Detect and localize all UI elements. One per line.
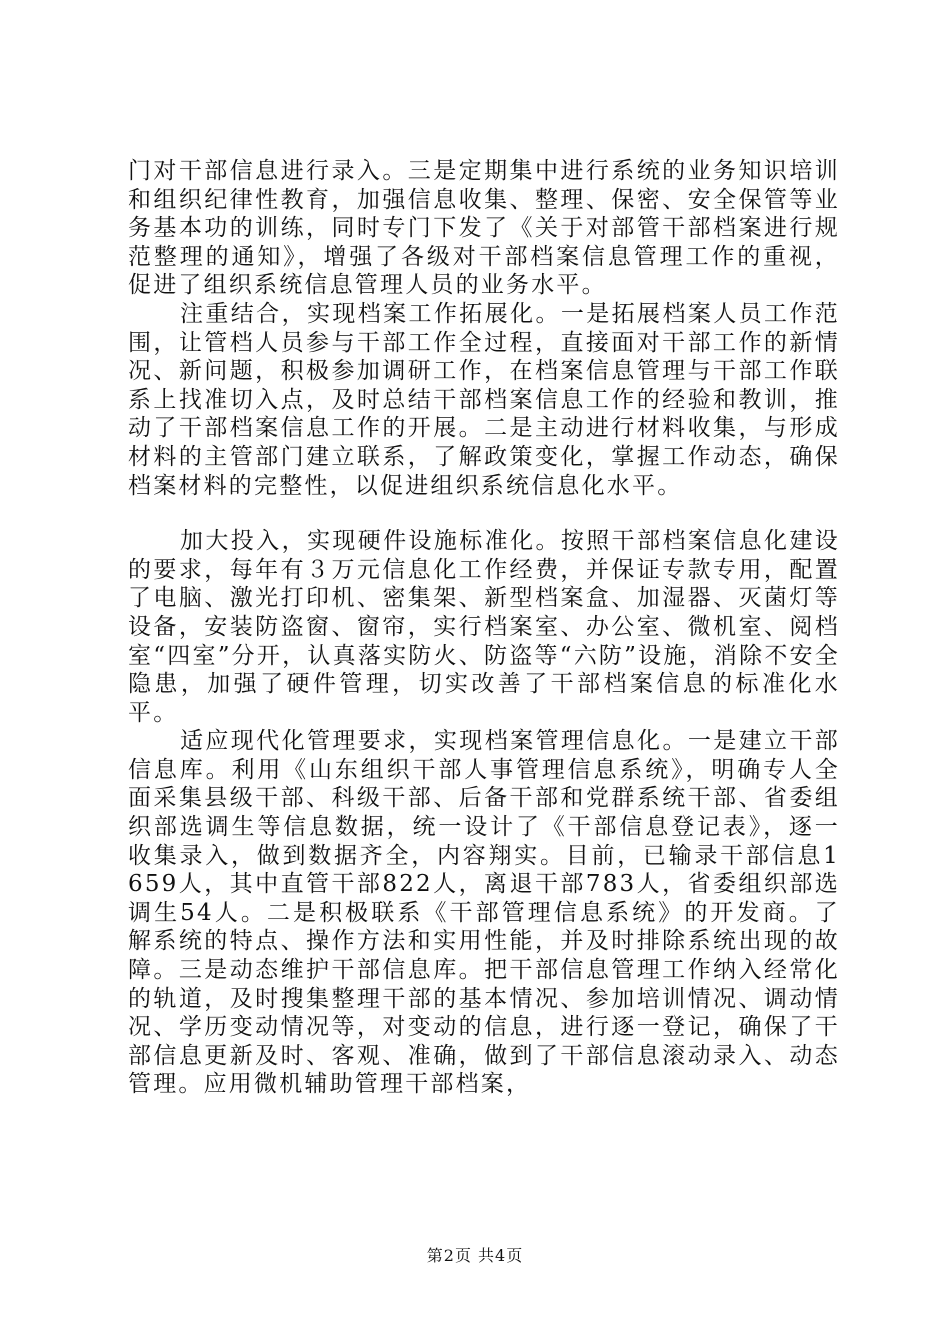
document-body xyxy=(128,157,840,1099)
paragraph-training: 门对干部信息进行录入。三是定期集中进行系统的业务知识培训和组织纪律性教育，加强信息收集、整理、保密、安全保管等业务基本功的训练，同时专门下发了《关于对部管干部档案进行规范整理的通知》，增强了各级对干部档案信息管理工作的重视，促进了组织系统信息管理人员的业务水平。 xyxy=(128,158,840,299)
page-footer: 第2页 共4页 xyxy=(426,1246,524,1265)
paragraph-informatization: 适应现代化管理要求，实现档案管理信息化。一是建立干部信息库。利用《山东组织干部人事管理信息系统》，明确专人全面采集县级干部、科级干部、后备干部和党群系统干部、省委组织部选调生等信息数据，统一设计了《干部信息登记表》，逐一收集录入，做到数据齐全，内容翔实。目前，已输录干部信息1659人，其中直管干部822人，离退干部783人，省委组织部选调生54人。二是积极联系《干部管理信息系统》的开发商。了解系统的特点、操作方法和实用性能，并及时排除系统出现的故障。三是动态维护干部信息库。把干部信息管理工作纳入经常化的轨道，及时搜集整理干部的基本情况、参加培训情况、调动情况、学历变动情况等，对变动的信息，进行逐一登记，确保了干部信息更新及时、客观、准确，做到了干部信息滚动录入、动态管理。应用微机辅助管理干部档案， xyxy=(128,728,840,1098)
paragraph-expansion: 注重结合，实现档案工作拓展化。一是拓展档案人员工作范围，让管档人员参与干部工作全过程，直接面对干部工作的新情况、新问题，积极参加调研工作，在档案信息管理与干部工作联系上找准切入点，及时总结干部档案信息工作的经验和教训，推动了干部档案信息工作的开展。二是主动进行材料收集，与形成材料的主管部门建立联系，了解政策变化，掌握工作动态，确保档案材料的完整性，以促进组织系统信息化水平。 xyxy=(128,300,840,499)
paragraph-hardware: 加大投入，实现硬件设施标准化。按照干部档案信息化建设的要求，每年有３万元信息化工作经费，并保证专款专用，配置了电脑、激光打印机、密集架、新型档案盒、加湿器、灭菌灯等设备，安装防盗窗、窗帘，实行档案室、办公室、微机室、阅档室“四室”分开，认真落实防火、防盗等“六防”设施，消除不安全隐患，加强了硬件管理，切实改善了干部档案信息的标准化水平。 xyxy=(128,528,840,726)
paragraph-gap xyxy=(128,500,840,527)
